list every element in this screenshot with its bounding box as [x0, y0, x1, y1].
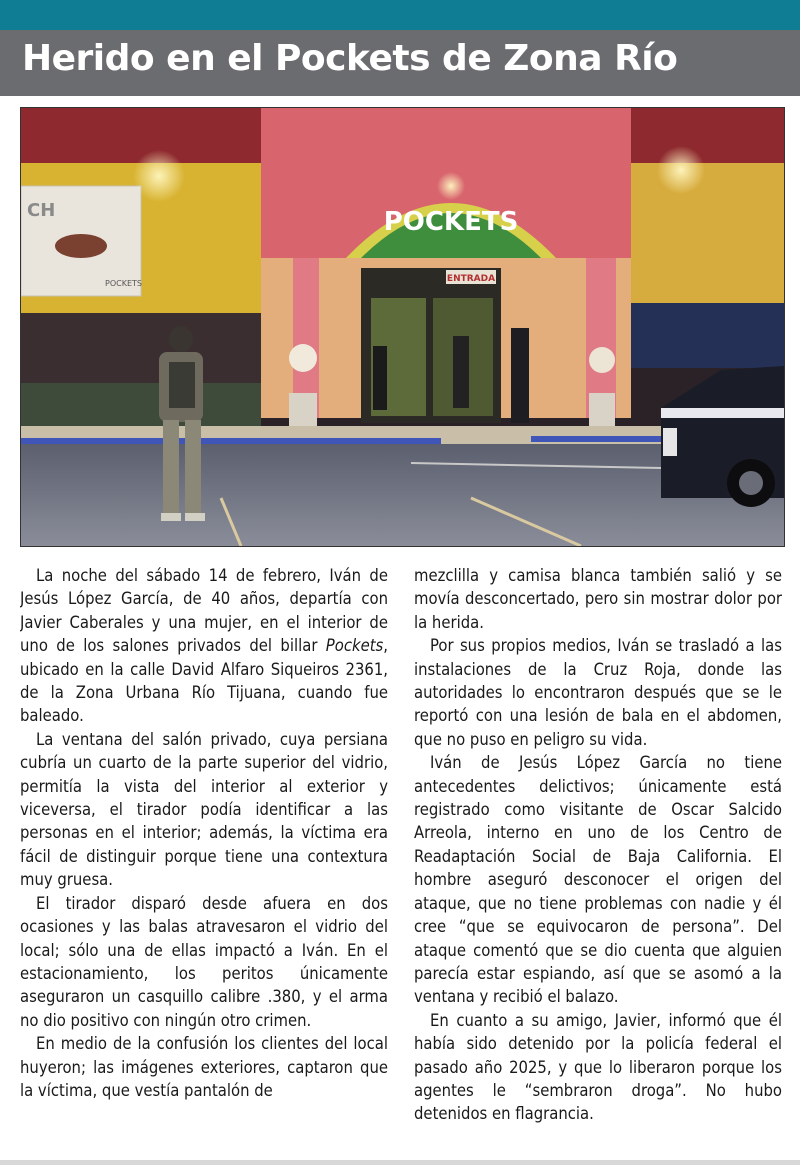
article-column-1	[20, 564, 388, 1154]
nightclub-photo-icon	[21, 108, 784, 546]
paragraph-6: Iván de Jesús López García no tiene antecedentes delictivos; únicamente está registrado como visitante de Oscar Salcido Arreola, interno en uno de los Centro de Readaptación Social de Baja California. El hombre aseguró desconocer el origen del ataque, que no tiene problemas con nadie y él cree “que se equivocaron de persona”. Del ataque comentó que se dio cuenta que alguien parecía estar espiando, así que se asomó a la ventana y recibió el balazo.	[414, 753, 782, 1007]
article-body	[20, 564, 783, 1154]
top-accent-bar	[0, 0, 800, 30]
paragraph-5: Por sus propios medios, Iván se trasladó a las instalaciones de la Cruz Roja, donde las autoridades lo encontraron después que se le reportó con una lesión de bala en el abdomen, que no puso en peligro su vida.	[414, 636, 782, 749]
headline-bar	[0, 30, 800, 96]
article-column-2	[414, 564, 782, 1154]
headline: Herido en el Pockets de Zona Río	[22, 38, 678, 79]
paragraph-7: En cuanto a su amigo, Javier, informó que él había sido detenido por la policía federal el pasado año 2025, y que lo liberaron porque los agentes le “sembraron droga”. No hubo detenidos en flagrancia.	[414, 1010, 782, 1124]
poster-text: CH	[27, 200, 56, 221]
paragraph-4: En medio de la confusión los clientes del local huyeron; las imágenes exteriores, captaron que la víctima, que vestía pantalón de	[20, 1034, 388, 1100]
bottom-divider	[0, 1160, 800, 1165]
poster-brand: POCKETS	[105, 279, 142, 288]
paragraph-4-continued: mezclilla y camisa blanca también salió y se movía desconcertado, pero sin mostrar dolor por la herida.	[414, 566, 782, 632]
paragraph-3: El tirador disparó desde afuera en dos ocasiones y las balas atravesaron el vidrio del local; sólo una de ellas impactó a Iván. En el estacionamiento, los peritos únicamente aseguraron un casquillo calibre .380, y el arma no dio positivo con ningún otro crimen.	[20, 893, 388, 1030]
article-photo	[20, 107, 785, 547]
pockets-sign: POCKETS	[383, 207, 519, 237]
paragraph-2: La ventana del salón privado, cuya persiana cubría un cuarto de la parte superior del vidrio, permitía la vista del interior al exterior y viceversa, el tirador podía identificar a las personas en el interior; además, la víctima era fácil de distinguir porque tiene una contextura muy gruesa.	[20, 729, 388, 890]
paragraph-1: La noche del sábado 14 de febrero, Iván de Jesús López García, de 40 años, departía con Javier Caberales y una mujer, en el interior de uno de los salones privados del billar Pockets, ubicado en la calle David Alfaro Siqueiros 2361, de la Zona Urbana Río Tijuana, cuando fue baleado.	[20, 566, 388, 726]
entrada-sign: ENTRADA	[446, 274, 496, 284]
